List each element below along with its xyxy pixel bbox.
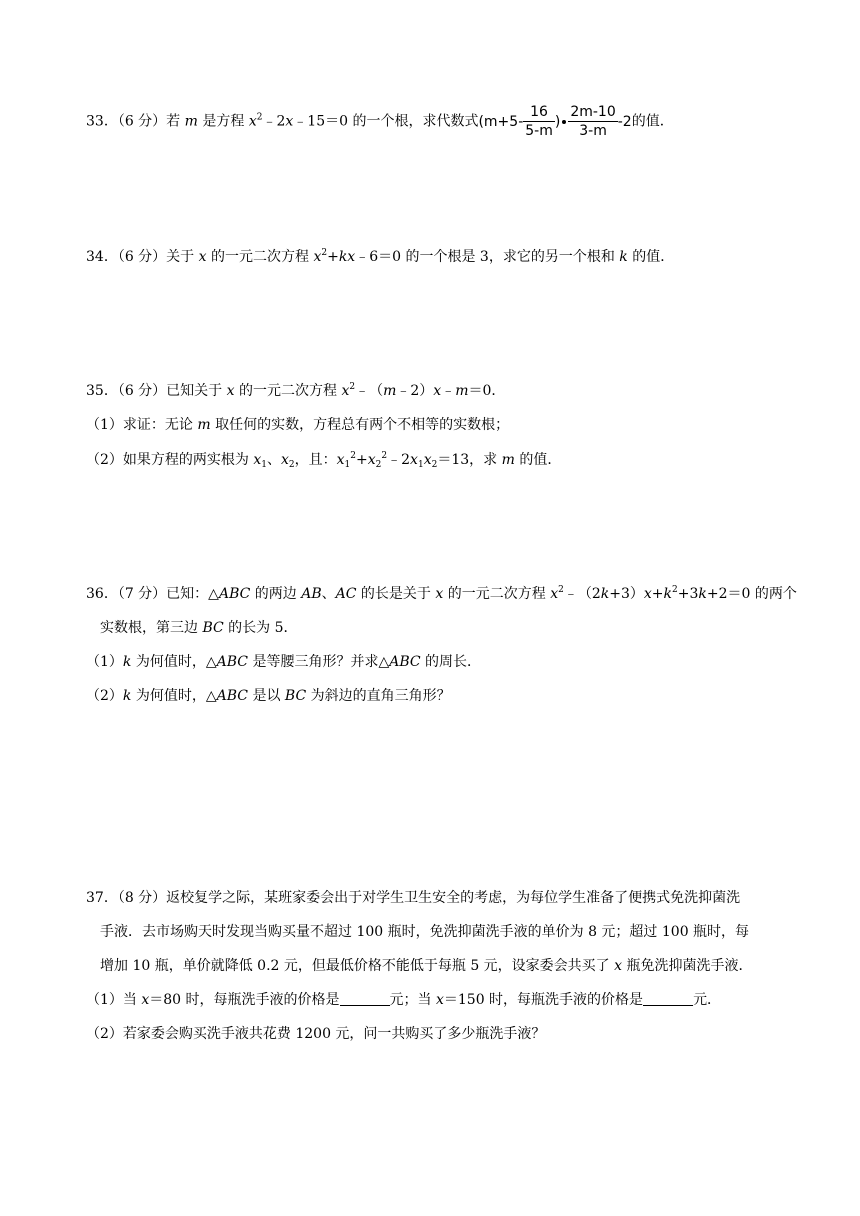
question-number: 36．（7 分） bbox=[86, 586, 167, 602]
fraction: $\frac{2m-10}{3-m}$ bbox=[570, 104, 616, 139]
question-33: 33．（6 分）若 m 是方程 $x^2﹣2x﹣15=0$ 的一个根，求代数式(m+5- $\frac{16}{5-m}$ ) $\frac{2m-10}{3-m}$ -2的值． bbox=[86, 104, 674, 139]
question-37-line-3: 增加 10 瓶，单价就降低 0.2 元，但最低价格不能低于每瓶 5 元，设家委会共买了 x 瓶免洗抑菌洗手液． bbox=[100, 958, 753, 974]
question-37: 37．（8 分）返校复学之际，某班家委会出于对学生卫生安全的考虑，为每位学生准备了便携式免洗抑菌洗 bbox=[86, 890, 741, 906]
expression-image: (m+5- $\frac{16}{5-m}$ ) $\frac{2m-10}{3-m}$ -2 bbox=[478, 104, 632, 139]
question-number: 33．（6 分） bbox=[86, 113, 167, 130]
answer-blank[interactable] bbox=[643, 991, 693, 1006]
question-number: 35．（6 分） bbox=[86, 383, 167, 399]
question-37-line-2: 手液．去市场购天时发现当购买量不超过 100 瓶时，免洗抑菌洗手液的单价为 8 元；超过 100 瓶时，每 bbox=[100, 924, 750, 940]
question-35-part-2: （2）如果方程的两实根为 $x_1$、$x_2$，且：$x_1^2+x_2^2﹣2x_1x_2=13$，求 m 的值． bbox=[86, 451, 562, 470]
multiply-dot-icon bbox=[562, 120, 566, 124]
question-36-part-1: （1）k 为何值时，△ABC 是等腰三角形？并求△ABC 的周长． bbox=[86, 654, 482, 670]
answer-blank[interactable] bbox=[340, 991, 390, 1006]
question-34: 34．（6 分）关于 x 的一元二次方程 $x^2+kx﹣6=0$ 的一个根是 3，求它的另一个根和 k 的值． bbox=[86, 248, 675, 265]
question-number: 37．（8 分） bbox=[86, 890, 167, 906]
question-35-part-1: （1）求证：无论 m 取任何的实数，方程总有两个不相等的实数根； bbox=[86, 417, 510, 433]
fraction: $\frac{16}{5-m}$ bbox=[525, 104, 553, 139]
question-36: 36．（7 分）已知：△ABC 的两边 AB、AC 的长是关于 x 的一元二次方程 $x^2﹣(2k+3)x+k^2+3k+2=0$ 的两个 bbox=[86, 585, 797, 602]
question-36-line-2: 实数根，第三边 BC 的长为 5． bbox=[100, 620, 298, 636]
question-35: 35．（6 分）已知关于 x 的一元二次方程 $x^2﹣(m﹣2)x﹣m=0$． bbox=[86, 382, 506, 399]
question-37-part-2: （2）若家委会购买洗手液共花费 1200 元，问一共购买了多少瓶洗手液？ bbox=[86, 1026, 546, 1042]
question-37-part-1: （1）当 x＝80 时，每瓶洗手液的价格是 元；当 x＝150 时，每瓶洗手液的价格是 元． bbox=[86, 992, 722, 1008]
question-number: 34．（6 分） bbox=[86, 249, 167, 265]
question-36-part-2: （2）k 为何值时，△ABC 是以 BC 为斜边的直角三角形？ bbox=[86, 688, 451, 704]
